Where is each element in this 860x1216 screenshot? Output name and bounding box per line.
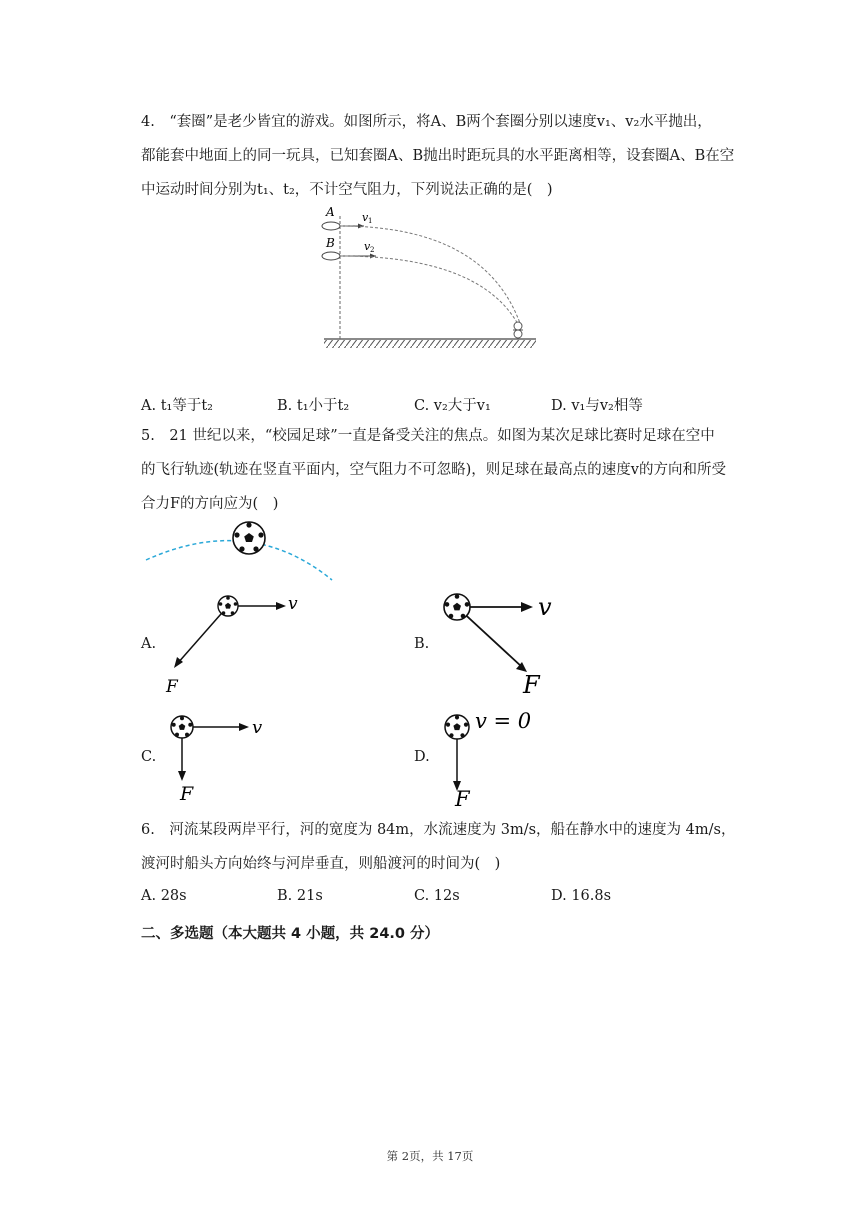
q6-option-c[interactable]: C. 12s — [414, 888, 460, 904]
label-v1-sub: 1 — [368, 217, 373, 225]
v-label: v — [538, 593, 552, 621]
soccer-ball-icon — [233, 522, 265, 554]
q6-line-1: 6. 河流某段两岸平行，河的宽度为 84m，水流速度为 3m/s，船在静水中的速度为 4m/s， — [141, 822, 736, 838]
q6-option-d[interactable]: D. 16.8s — [551, 888, 612, 904]
ring-a-icon — [322, 222, 340, 230]
ground-hatching — [324, 340, 536, 348]
q5-line-2: 的飞行轨迹(轨迹在竖直平面内，空气阻力不可忽略)，则足球在最高点的速度v的方向和所受 — [141, 462, 727, 478]
q4-option-b[interactable]: B. t₁小于t₂ — [277, 398, 350, 414]
soccer-ball-icon — [218, 596, 238, 616]
arrow-v1-icon — [358, 224, 364, 229]
q5-option-b-diagram[interactable] — [430, 585, 580, 700]
soccer-ball-icon — [171, 716, 193, 738]
v-zero-label: v = 0 — [475, 709, 532, 733]
label-a: A — [326, 205, 335, 219]
q4-option-d[interactable]: D. v₁与v₂相等 — [551, 398, 643, 414]
f-label: F — [180, 783, 194, 805]
q4-line-1: 4. “套圈”是老少皆宜的游戏。如图所示，将A、B两个套圈分别以速度v₁、v₂水平抛出， — [141, 114, 712, 130]
label-b: B — [326, 236, 335, 250]
force-arrow-icon — [178, 771, 186, 781]
q5-option-b-label[interactable]: B. — [414, 636, 430, 652]
soccer-trajectory-figure — [140, 515, 340, 585]
q5-option-c-diagram[interactable] — [160, 705, 280, 805]
v-label: v — [252, 717, 263, 738]
q6-line-2: 渡河时船头方向始终与河岸垂直，则船渡河的时间为( ) — [141, 856, 501, 872]
q5-option-d-label[interactable]: D. — [414, 749, 430, 765]
q4-line-2: 都能套中地面上的同一玩具，已知套圈A、B抛出时距玩具的水平距离相等，设套圈A、B在空 — [141, 148, 735, 164]
label-v1: v — [362, 211, 369, 224]
v-label: v — [288, 594, 298, 614]
toy-icon — [513, 322, 523, 338]
label-v2-sub: 2 — [370, 246, 375, 254]
q5-line-1: 5. 21 世纪以来，“校园足球”一直是备受关注的焦点。如图为某次足球比赛时足球在空中 — [141, 428, 715, 444]
f-label: F — [166, 677, 178, 697]
q5-option-a-diagram[interactable] — [160, 585, 320, 700]
q5-option-d-diagram[interactable] — [430, 705, 550, 811]
q4-line-3: 中运动时间分别为t₁、t₂，不计空气阻力，下列说法正确的是( ) — [141, 182, 553, 198]
f-label: F — [523, 671, 540, 699]
f-label: F — [455, 787, 470, 811]
page-footer: 第 2页，共 17页 — [386, 1149, 474, 1163]
q5-option-c-label[interactable]: C. — [141, 749, 157, 765]
velocity-arrow-icon — [239, 723, 249, 731]
section-title: 二、多选题（本大题共 4 小题，共 24.0 分） — [141, 926, 440, 942]
q5-line-3: 合力F的方向应为( ) — [141, 496, 279, 512]
soccer-ball-icon — [444, 594, 470, 620]
trajectory-b — [340, 256, 519, 326]
q4-option-a[interactable]: A. t₁等于t₂ — [141, 398, 213, 414]
velocity-arrow-icon — [276, 602, 286, 610]
ring-toss-figure — [316, 202, 542, 352]
velocity-arrow-icon — [521, 602, 533, 612]
ring-b-icon — [322, 252, 340, 260]
arrow-v2-icon — [370, 254, 376, 259]
q5-option-a-label[interactable]: A. — [141, 636, 157, 652]
soccer-ball-icon — [445, 715, 469, 739]
label-v2: v — [364, 240, 371, 253]
q6-option-a[interactable]: A. 28s — [141, 888, 187, 904]
q6-option-b[interactable]: B. 21s — [277, 888, 323, 904]
q4-option-c[interactable]: C. v₂大于v₁ — [414, 398, 491, 414]
